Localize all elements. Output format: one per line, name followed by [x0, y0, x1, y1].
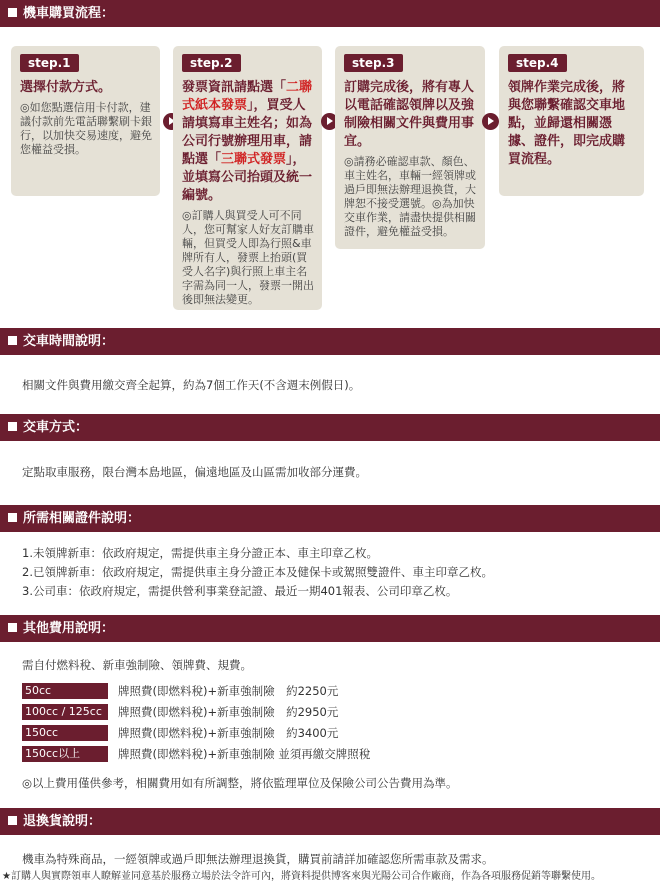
document-item: 3.公司車：依政府規定，需提供營利事業登記證、最近一期401報表、公司印章乙枚。: [22, 584, 458, 598]
fee-cc-label: 100cc / 125cc: [22, 704, 108, 720]
fee-text: 牌照費(即燃料稅)+新車強制險 約2950元: [118, 705, 339, 719]
square-bullet-icon: [8, 422, 17, 431]
arrow-right-icon: [482, 113, 499, 130]
step-note: ◎如您點選信用卡付款，建議付款前先電話聯繫刷卡銀行，以加快交易速度，避免您權益受損。: [20, 101, 152, 156]
section-title: 交車時間說明：: [23, 334, 115, 349]
step-card-1: [11, 46, 160, 196]
square-bullet-icon: [8, 8, 17, 17]
step-title: [344, 79, 477, 151]
section-header-purchase-flow: [0, 0, 660, 27]
step-tag: step.4: [508, 54, 567, 72]
fee-cc-label: 150cc以上: [22, 746, 108, 762]
section-title: 交車方式：: [23, 420, 89, 435]
section-header-delivery-method: [0, 414, 660, 441]
returns-text: 機車為特殊商品，一經領牌或過戶即無法辦理退換貨，購買前請詳加確認您所需車款及需求。: [22, 852, 494, 866]
step-title-text: 」，並填寫公司抬頭及統一編號。: [182, 152, 313, 203]
fee-text: 牌照費(即燃料稅)+新車強制險 並須再繳交牌照稅: [118, 747, 371, 761]
document-item: 1.未領牌新車：依政府規定，需提供車主身分證正本、車主印章乙枚。: [22, 546, 378, 560]
fees-note: ◎以上費用僅供參考，相關費用如有所調整，將依監理單位及保險公司公告費用為準。: [22, 776, 458, 790]
fee-text: 牌照費(即燃料稅)+新車強制險 約3400元: [118, 726, 339, 740]
section-header-fees: [0, 615, 660, 642]
step-title-text: 選擇付款方式。: [20, 80, 112, 95]
square-bullet-icon: [8, 513, 17, 522]
step-title-text: 發票資訊請點選「: [182, 80, 287, 95]
step-title: [20, 79, 152, 97]
square-bullet-icon: [8, 623, 17, 632]
fee-text: 牌照費(即燃料稅)+新車強制險 約2250元: [118, 684, 339, 698]
step-tag: step.2: [182, 54, 241, 72]
section-title: 機車購買流程：: [23, 6, 115, 21]
square-bullet-icon: [8, 816, 17, 825]
step-title: [508, 79, 636, 169]
step-title-text: 領牌作業完成後，將與您聯繫確認交車地點，並歸還相關憑據、證件，即完成購買流程。: [508, 80, 626, 167]
footer-disclaimer: ★訂購人與實際領車人瞭解並同意基於服務立場於法令許可內，將資料提供博客來與光陽公司合作廠商，作為各項服務促銷等聯繫使用。: [2, 871, 601, 882]
step-tag: step.1: [20, 54, 79, 72]
step-card-3: [335, 46, 485, 249]
step-title-text: 訂購完成後，將有專人以電話確認領牌以及強制險相關文件與費用事宜。: [344, 80, 475, 149]
fee-cc-label: 50cc: [22, 683, 108, 699]
section-header-returns: [0, 808, 660, 835]
section-header-delivery-time: [0, 328, 660, 355]
step-note: ◎請務必確認車款、顏色、車主姓名，車輛一經領牌或過戶即無法辦理退換貨，大牌恕不接受選號。◎為加快交車作業，請盡快提供相關證件，避免權益受損。: [344, 155, 476, 238]
purchase-steps: [0, 46, 660, 316]
square-bullet-icon: [8, 336, 17, 345]
section-title: 所需相關證件說明：: [23, 511, 141, 526]
fees-intro: 需自付燃料稅、新車強制險、領牌費、規費。: [22, 658, 252, 672]
step-title: [182, 79, 314, 205]
delivery-method-text: 定點取車服務，限台灣本島地區，偏遠地區及山區需加收部分運費。: [22, 465, 367, 479]
step-card-4: [499, 46, 644, 196]
document-item: 2.已領牌新車：依政府規定，需提供車主身分證正本及健保卡或駕照雙證件、車主印章乙枚。: [22, 565, 493, 579]
step-title-highlight: 三聯式發票: [221, 152, 287, 167]
delivery-time-text: 相關文件與費用繳交齊全起算，約為7個工作天(不含週末例假日)。: [22, 378, 361, 392]
step-title-highlight: 二聯式紙本發票: [182, 80, 313, 113]
section-header-documents: [0, 505, 660, 532]
step-note: ◎訂購人與買受人可不同人，您可幫家人好友訂購車輛，但買受人即為行照&車牌所有人，發票上抬頭(買受人名字)與行照上車主名字需為同一人，發票一開出後即無法變更。: [182, 209, 314, 306]
step-card-2: [173, 46, 322, 310]
section-title: 其他費用說明：: [23, 621, 115, 636]
step-title-text: 」，買受人請填寫車主姓名；如為公司行號辦理用車，請點選「: [182, 98, 313, 167]
fee-cc-label: 150cc: [22, 725, 108, 741]
section-title: 退換貨說明：: [23, 814, 102, 829]
step-tag: step.3: [344, 54, 403, 72]
